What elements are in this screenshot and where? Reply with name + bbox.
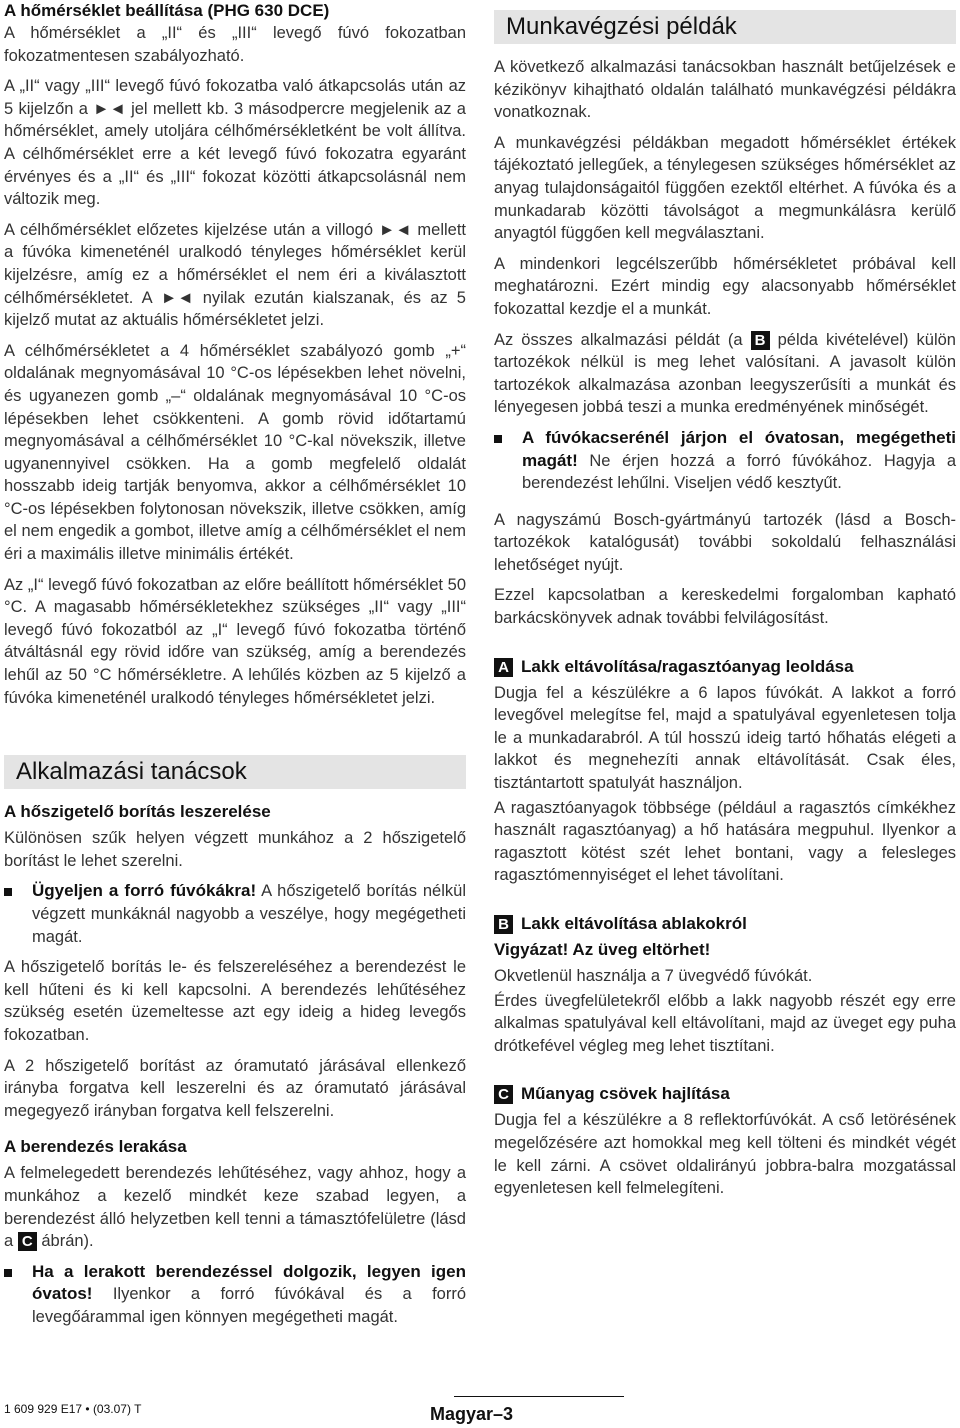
warning-placed-device <box>4 1261 466 1329</box>
paragraph: A ragasztóanyagok többsége (például a ragasztós címkékhez használt ragasztóanyag) a hő hatására megpuhul. Ilyenkor a ragasztott kötést szét lehet bontani, vagy a felesleges ragasztómennyiséget el lehet távolítani. <box>494 798 956 885</box>
left-column <box>4 0 466 1337</box>
warning-glass: Vigyázat! Az üveg eltörhet! <box>494 940 711 959</box>
section-title: Lakk eltávolítása/ragasztóanyag leoldása <box>521 656 854 676</box>
footer-code: 1 609 929 E17 • (03.07) T <box>4 1402 142 1416</box>
paragraph: Az „I“ levegő fúvó fokozatban az előre beállított hőmérséklet 50 °C. A magasabb hőmérsékletekhez szükséges „II“ vagy „III“ levegő fúvó fokozatból az „I“ levegő fúvó fokozatba történő átváltásnál egy rövid időre van szükség, amíg a berendezés lehűl az 50 °C hőmérsékletre. A lehűlés közben az 5 kijelző a fúvóka kimeneténél uralkodó tényleges hőmérsékletet jelzi. <box>4 575 466 707</box>
paragraph: Dugja fel a készülékre a 6 lapos fúvókát. A lakkot a forró levegővel melegítse fel, majd a spatulyával egyenletesen tolja le a munkadarabról. A túl hosszú ideig tartó hőhatás elégeti a lakkot és megnehezíti annak eltávolítását. Csak éles, tisztántartott spatulyát használjon. <box>494 683 956 793</box>
heading-section-a <box>494 656 956 678</box>
section-title: Lakk eltávolítása ablakokról <box>521 914 747 933</box>
section-letter-b: B <box>494 915 513 934</box>
paragraph: A 2 hőszigetelő borítást az óramutató járásával ellenkező irányba forgatva kell leszerelni és az óramutató járásával megegyező irányban forgatva kell felszerelni. <box>4 1056 466 1120</box>
warning-text: Ne érjen hozzá a forró fúvókához. Hagyja a berendezést lehűlni. Viseljen védő kesztyűt. <box>522 451 956 493</box>
footer-rule <box>454 1396 624 1397</box>
bullet-square-icon <box>494 435 502 443</box>
paragraph: A nagyszámú Bosch-gyártmányú tartozék (lásd a Bosch-tartozékok katalógusát) további sokoldalú felhasználási lehetőséget nyújt. <box>494 510 956 574</box>
paragraph <box>4 1162 466 1252</box>
paragraph: A célhőmérséklet előzetes kijelzése után a villogó ►◄ mellett a fúvóka kimeneténél uralkodó tényleges hőmérséklet kerül kijelzésre, amíg ez a hőmérséklet el nem éri a kiválasztott célhőmérsékletet. A ►◄ nyilak ezután kialszanak, és az 5 kijelző mutat az aktuális hőmérsékletet jelzi. <box>4 220 466 330</box>
figure-ref-c: C <box>18 1232 37 1251</box>
paragraph: Dugja fel a készülékre a 8 reflektorfúvókát. A cső letörésének megelőzésére azt homokkal meg kell tölteni és mindkét végét le kell zárni. A csövet oldalirányú jobbra-balra mozgatással egyenletesen kell felmelegíteni. <box>494 1111 956 1198</box>
paragraph: Okvetlenül használja a 7 üvegvédő fúvókát. <box>494 967 813 985</box>
bullet-square-icon <box>4 1269 12 1277</box>
text: ábrán). <box>36 1232 94 1251</box>
section-band-examples: Munkavégzési példák <box>494 10 956 44</box>
paragraph: A következő alkalmazási tanácsokban használt betűjelzések e kézikönyv kihajtható oldalán található munkavégzési példákra vonatkoznak. <box>494 58 956 122</box>
heading-temperature: A hőmérséklet beállítása (PHG 630 DCE) <box>4 1 330 20</box>
paragraph: Különösen szűk helyen végzett munkához a 2 hőszigetelő borítást le lehet szerelni. <box>4 829 466 870</box>
warning-bold: Ügyeljen a forró fúvókákra! <box>32 881 257 901</box>
paragraph: A mindenkori legcélszerűbb hőmérsékletet próbával kell meghatározni. Ezért mindig egy alacsonyabb hőmérséklet fokozattal kezdje el a munkát. <box>494 254 956 318</box>
paragraph: A hőszigetelő borítás le- és felszereléséhez a berendezést le kell hűteni és ki kell kapcsolni. A berendezés lehűtéséhez szükség esetén üzemeltesse azt egy ideig a hideg levegős fokozatban. <box>4 958 466 1044</box>
page-number: Magyar–3 <box>430 1404 514 1424</box>
heading-section-b <box>494 913 956 935</box>
section-letter-c: C <box>494 1085 513 1104</box>
paragraph: A munkavégzési példákban megadott hőmérséklet értékek tájékoztató jellegűek, a ténylegesen szükséges hőmérséklet az anyag tulajdonságaitól függően ezektől eltérhet. A fúvóka és a munkadarab közötti távolságot a megmunkálásra kerülő anyagtól függően kell megválasztani. <box>494 133 956 243</box>
paragraph: Ezzel kapcsolatban a kereskedelmi forgalomban kapható barkácskönyvek adnak további felvilágosítást. <box>494 586 956 628</box>
warning-text: Ilyenkor a forró fúvókával és a forró levegőárammal igen könnyen megégetheti magát. <box>32 1285 466 1326</box>
warning-bold: Ha a lerakott berendezéssel dolgozik, legyen igen óvatos! <box>32 1261 466 1304</box>
section-band-tips: Alkalmazási tanácsok <box>4 755 466 789</box>
text: Az összes alkalmazási példát (a <box>494 330 751 349</box>
right-column <box>494 0 956 1208</box>
warning-text: A hőszigetelő borítás nélkül végzett munkáknál nagyobb a veszélye, hogy megégetheti magát. <box>32 882 466 946</box>
paragraph <box>494 329 956 419</box>
heading-cover-removal: A hőszigetelő borítás leszerelése <box>4 802 271 822</box>
heading-section-c <box>494 1083 956 1105</box>
warning-bold: A fúvókacserénél járjon el óvatosan, megégetheti magát! <box>522 427 956 470</box>
paragraph: A célhőmérsékletet a 4 hőmérséklet szabályozó gomb „+“ oldalának megnyomásával 10 °C-os lépésekben lehet növelni, és ugyanezen gomb „–“ oldalának megnyomásával 10 °C-os lépésekben lehet csökkenteni. A gomb rövid időtartamú megnyomásával a célhőmérséklet 10 °C-kal növekszik, illetve ugyanennyivel csökken. Ha a gomb megfelelő oldalát hosszabb ideig tartják benyomva, akkor a célhőmérséklet 10 °C-os lépésekben folytonosan növekszik, illetve csökken, amíg el nem engedik a gombot, illetve amíg a célhőmérséklet el nem éri a maximális illetve minimális értékét. <box>4 341 466 564</box>
heading-putting-down: A berendezés lerakása <box>4 1137 187 1157</box>
paragraph: A „II“ vagy „III“ levegő fúvó fokozatba való átkapcsolás után az 5 kijelzőn a ►◄ jel mellett kb. 3 másodpercre megjelenik az a hőmérséklet, amely utoljára célhőmérsékletként be volt állítva. A célhőmérséklet erre a két levegő fúvó fokozatra egyaránt érvényes és a „II“ és „III“ fokozat közötti átkapcsolásnál nem változik meg. <box>4 77 466 209</box>
figure-ref-b: B <box>751 331 770 350</box>
warning-hot-nozzles <box>4 880 466 948</box>
text: A felmelegedett berendezés lehűtéséhez, vagy ahhoz, hogy a munkához a kezelő mindkét keze szabad legyen, a berendezést álló helyzetben kell tenni a támasztófelületre (lásd a <box>4 1164 466 1251</box>
paragraph: Érdes üvegfelületekről előbb a lakk nagyobb részét egy erre alkalmas spatulyával kell eltávolítani, majd az üveget egy puha drótkefével végleg meg lehet tisztítani. <box>494 991 956 1055</box>
section-letter-a: A <box>494 658 513 677</box>
warning-nozzle-change <box>494 427 956 495</box>
paragraph: A hőmérséklet a „II“ és „III“ levegő fúvó fokozatban fokozatmentesen szabályozható. <box>4 24 466 65</box>
bullet-square-icon <box>4 888 12 896</box>
text: példa kivételével) külön tartozékok nélkül is meg lehet valósítani. A javasolt külön tartozékok alkalmazása azonban leegyszerűsíti a munkát és lényegesen jobbá teszi a munka eredményének minőségét. <box>494 330 956 417</box>
section-title: Műanyag csövek hajlítása <box>521 1084 730 1104</box>
